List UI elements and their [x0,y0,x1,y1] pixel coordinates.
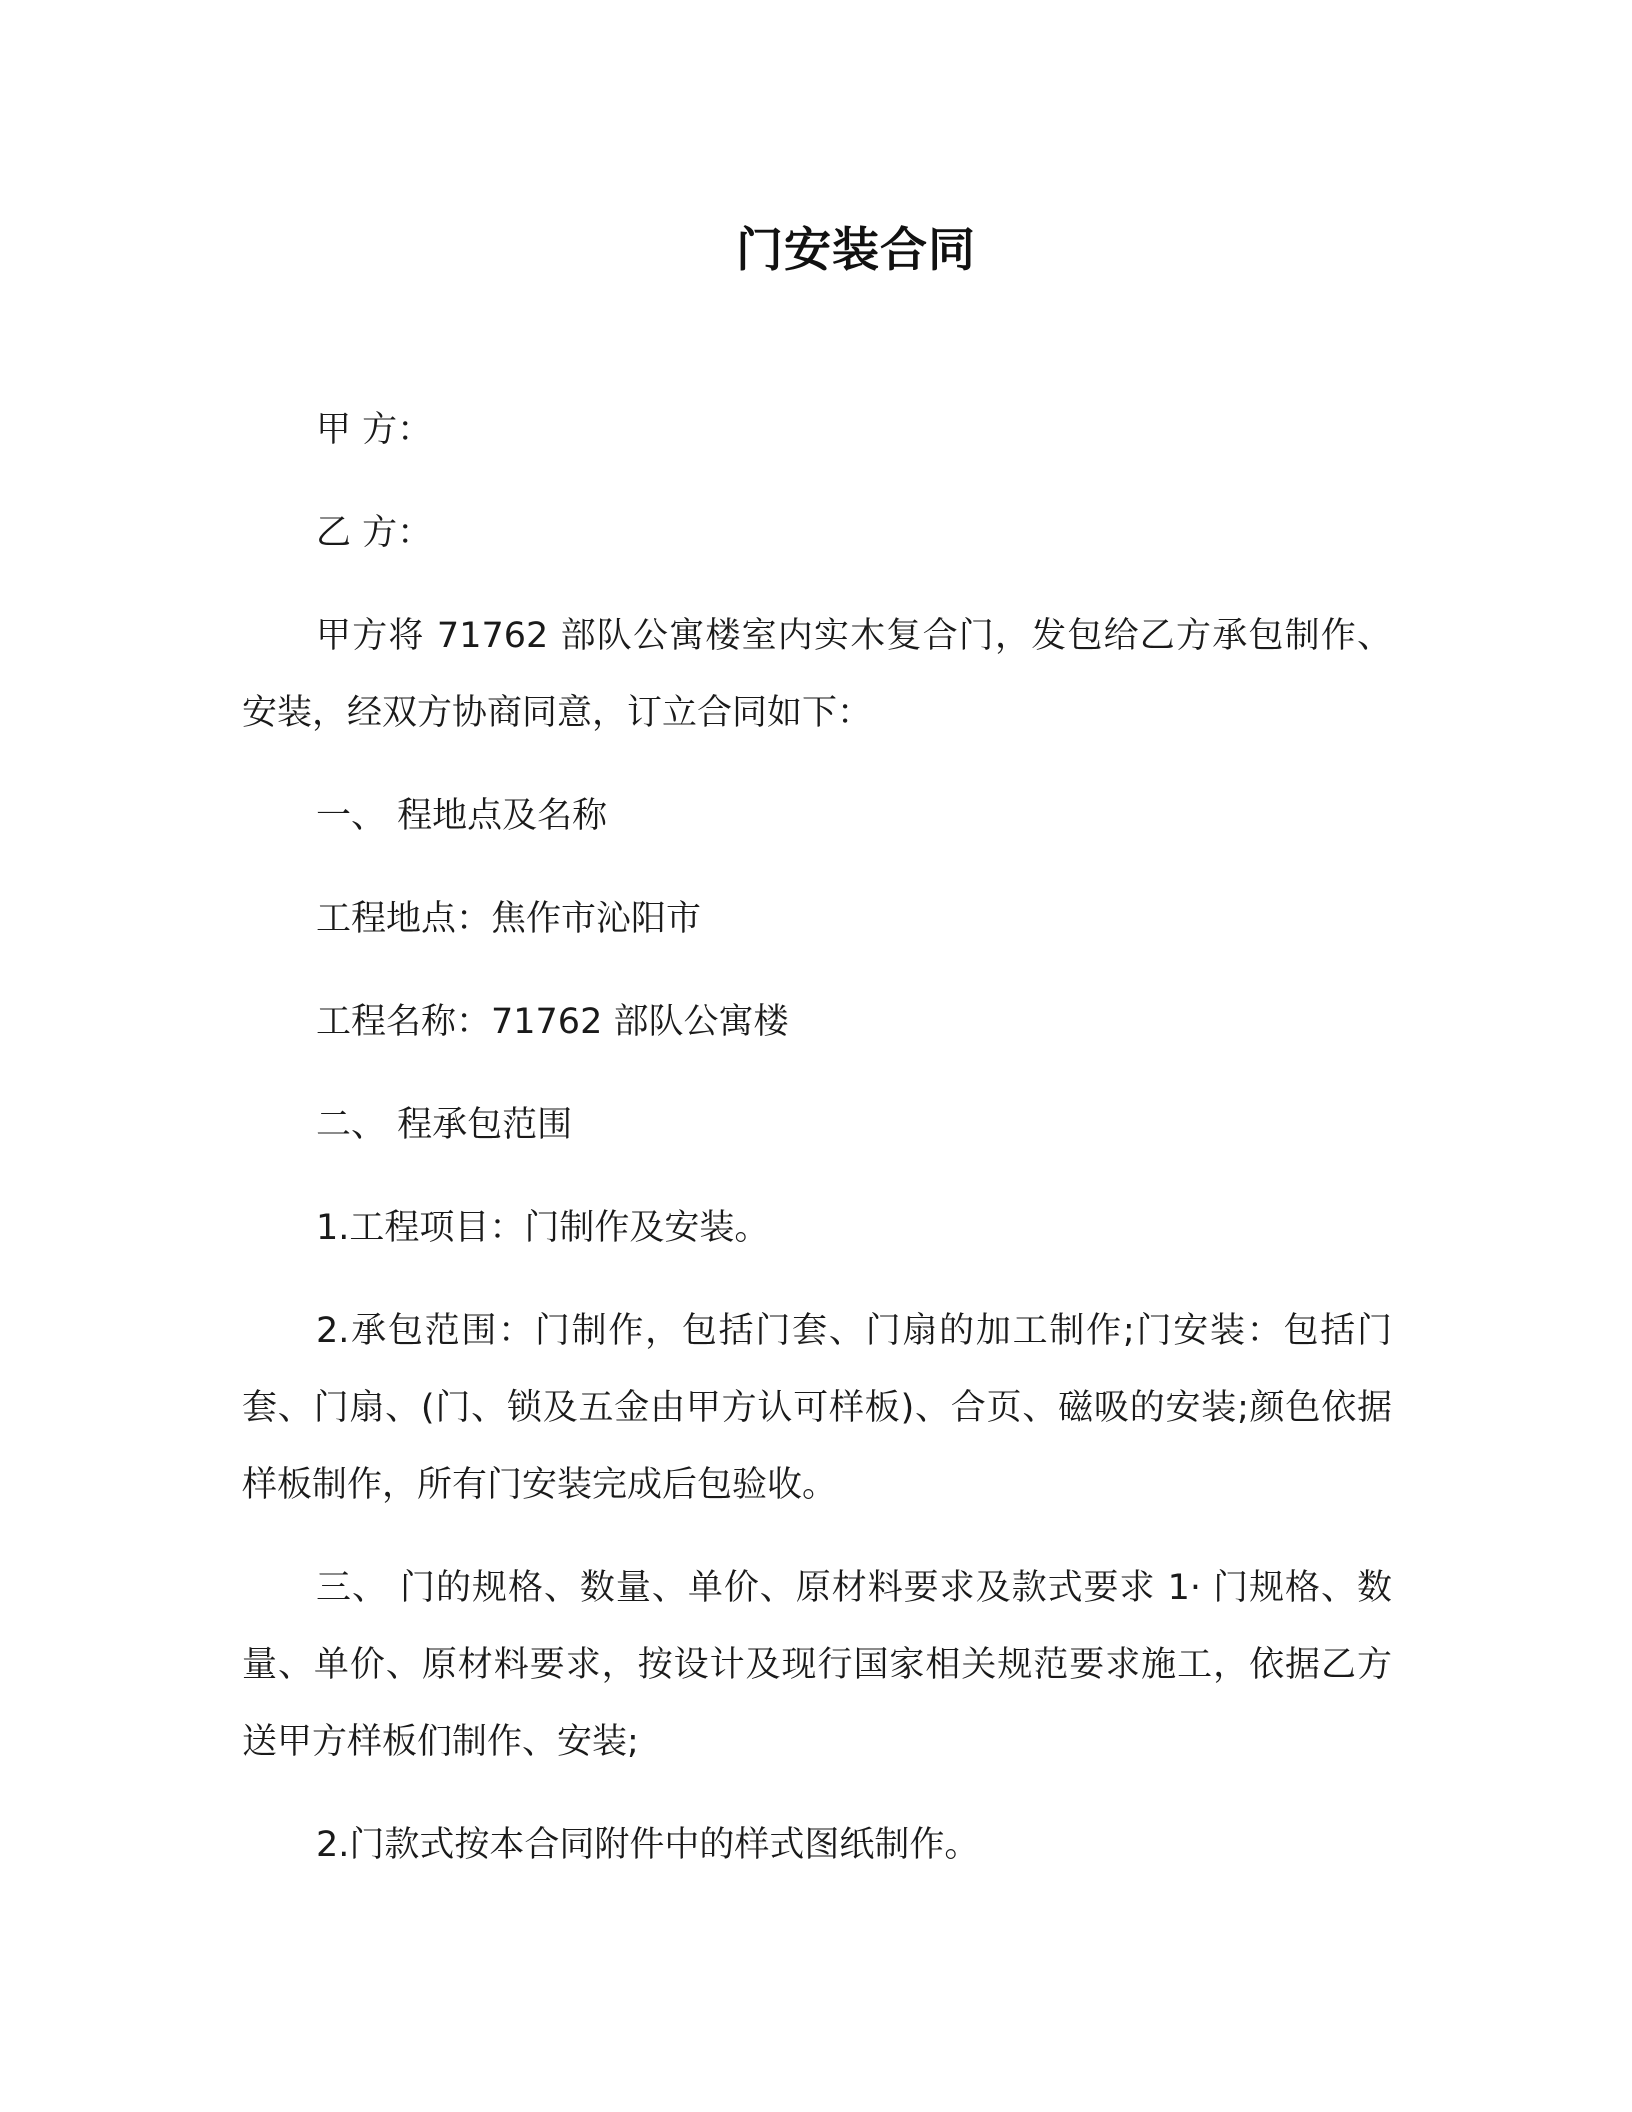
section-3-paragraph: 三、 门的规格、数量、单价、原材料要求及款式要求 1· 门规格、数量、单价、原材料要求，按设计及现行国家相关规范要求施工，依据乙方送甲方样板们制作、安装; [242,1568,1392,1762]
intro-paragraph: 甲方将 71762 部队公寓楼室内实木复合门，发包给乙方承包制作、安装，经双方协商同意，订立合同如下： [242,616,1392,733]
party-a-line: 甲 方： [316,410,433,450]
style-item-2: 2.门款式按本合同附件中的样式图纸制作。 [316,1825,980,1865]
document-title: 门安装合同 [736,223,976,278]
project-name: 工程名称：71762 部队公寓楼 [316,1002,789,1042]
section-heading-2: 二、 程承包范围 [316,1105,573,1145]
document-body [242,392,1392,1910]
party-b-line: 乙 方： [316,513,433,553]
scope-item-1: 1.工程项目：门制作及安装。 [316,1208,770,1248]
scope-item-2: 2.承包范围：门制作，包括门套、门扇的加工制作;门安装：包括门套、门扇、(门、锁及五金由甲方认可样板)、合页、磁吸的安装;颜色依据样板制作，所有门安装完成后包验收。 [242,1311,1392,1505]
project-location: 工程地点：焦作市沁阳市 [316,899,702,939]
section-heading-1: 一、 程地点及名称 [316,796,608,836]
